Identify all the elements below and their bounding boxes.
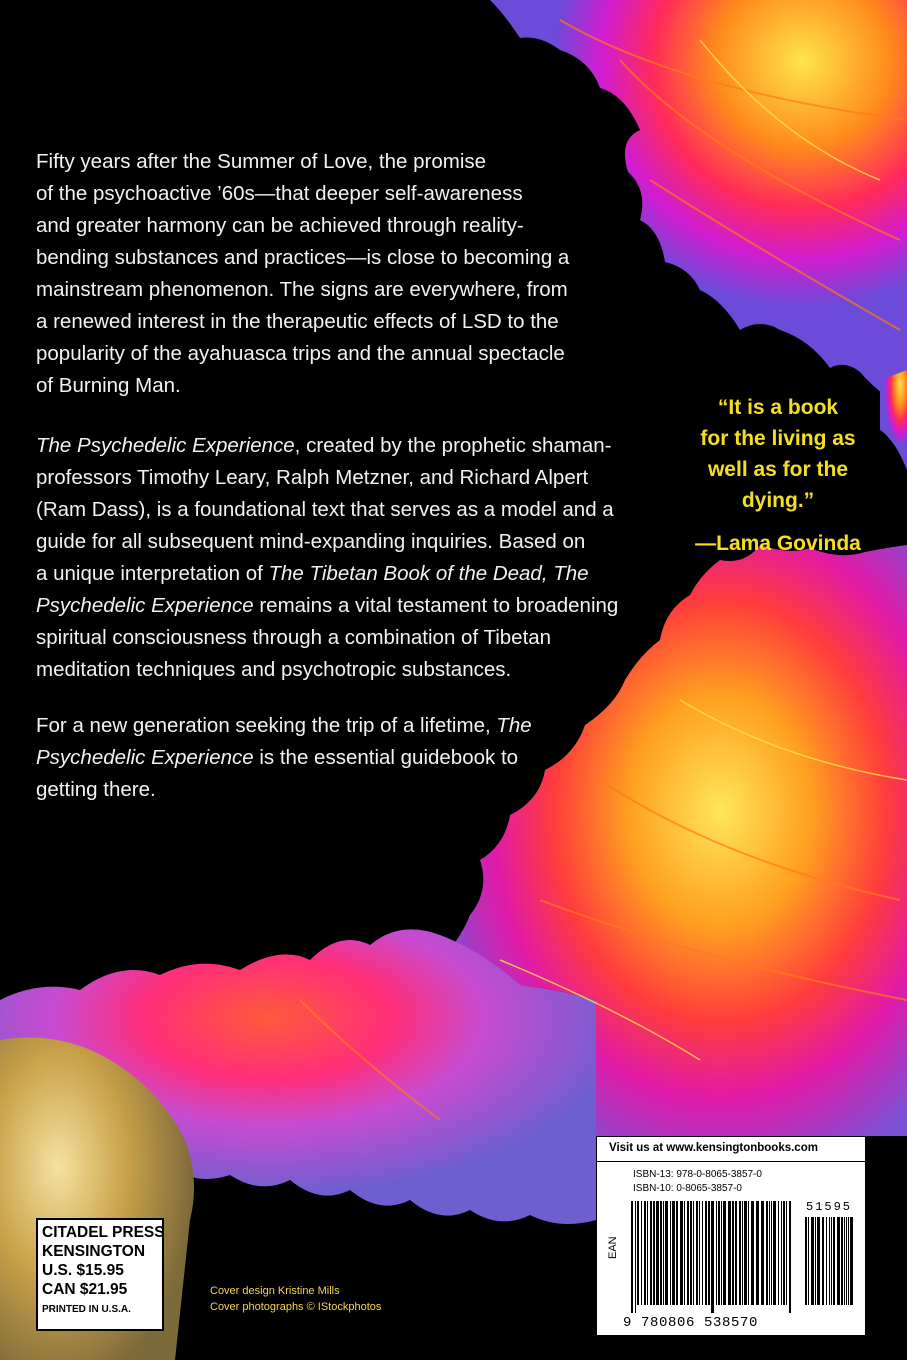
barcode-bar xyxy=(699,1201,700,1305)
barcode-bar xyxy=(739,1201,741,1305)
text-line: popularity of the ayahuasca trips and the annual spectacle xyxy=(36,342,565,365)
barcode-bar xyxy=(723,1201,726,1305)
barcode-bar xyxy=(702,1201,703,1305)
text-line xyxy=(36,430,618,462)
barcode-bar xyxy=(718,1201,720,1305)
barcode-panel xyxy=(596,1136,866,1336)
text-line xyxy=(36,558,618,590)
book-title-italic: The xyxy=(496,714,532,737)
book-title-italic: The Psychedelic Experience xyxy=(36,434,295,457)
can-price: CAN $21.95 xyxy=(42,1281,128,1298)
imprint-name: KENSINGTON xyxy=(42,1243,146,1260)
barcode-bar xyxy=(846,1217,847,1305)
barcode-bar xyxy=(817,1217,820,1305)
description-paragraph-2 xyxy=(36,430,618,686)
barcode-bar xyxy=(656,1201,659,1305)
isbn-13: ISBN-13: 978-0-8065-3857-0 xyxy=(633,1169,762,1180)
us-price: U.S. $15.95 xyxy=(42,1262,124,1279)
endorsement-quote xyxy=(660,392,896,516)
description-paragraph-3 xyxy=(36,710,532,806)
barcode-bar xyxy=(696,1201,698,1305)
text-segment: , created by the prophetic shaman- xyxy=(294,434,612,457)
barcode-bar xyxy=(631,1201,633,1313)
text-segment: For a new generation seeking the trip of a lifetime, xyxy=(36,714,497,737)
book-title-italic: The Tibetan Book of the Dead, The xyxy=(268,562,589,585)
text-line: bending substances and practices—is close to becoming a xyxy=(36,246,570,269)
cover-credits xyxy=(210,1283,381,1315)
barcode-bar xyxy=(786,1201,787,1305)
barcode-bar xyxy=(716,1201,717,1305)
barcode-bar xyxy=(684,1201,685,1305)
text-line xyxy=(36,742,532,774)
text-segment: is the essential guidebook to xyxy=(253,746,519,769)
publisher-name: CITADEL PRESS xyxy=(42,1224,165,1241)
barcode-bar xyxy=(672,1201,675,1305)
text-line: meditation techniques and psychotropic substances. xyxy=(36,658,512,681)
barcode-bar xyxy=(690,1201,692,1305)
barcode-bar xyxy=(635,1201,636,1313)
text-line xyxy=(36,590,618,622)
barcode-bar xyxy=(650,1201,652,1305)
barcode-bar xyxy=(833,1217,835,1305)
text-line: of the psychoactive ’60s—that deeper self-awareness xyxy=(36,182,523,205)
text-line: and greater harmony can be achieved through reality- xyxy=(36,214,524,237)
barcode-bar xyxy=(728,1201,731,1305)
barcode-bar xyxy=(769,1201,770,1305)
barcode-bar xyxy=(841,1217,843,1305)
barcode-bar xyxy=(676,1201,678,1305)
text-line: Fifty years after the Summer of Love, the promise xyxy=(36,150,487,173)
barcode-bar xyxy=(644,1201,646,1305)
barcode-bar xyxy=(721,1201,722,1305)
barcode-bar xyxy=(742,1201,743,1305)
photo-credit: Cover photographs © IStockphotos xyxy=(210,1301,382,1313)
barcode-bar xyxy=(670,1201,671,1305)
barcode-bar xyxy=(751,1201,754,1305)
barcode-bar xyxy=(837,1217,840,1305)
barcode-bar xyxy=(831,1217,832,1305)
ean-digits: 9 780806 538570 xyxy=(623,1315,759,1331)
quote-line: well as for the xyxy=(707,458,849,481)
text-line: mainstream phenomenon. The signs are everywhere, from xyxy=(36,278,568,301)
barcode-bar xyxy=(766,1201,768,1305)
divider xyxy=(597,1161,865,1162)
barcode-image xyxy=(625,1199,855,1319)
barcode-bar xyxy=(744,1201,747,1305)
quote-line: for the living as xyxy=(700,427,856,450)
barcode-bar xyxy=(773,1201,776,1305)
book-title-italic: Psychedelic Experience xyxy=(36,746,254,769)
ean-label: EAN xyxy=(607,1236,619,1259)
text-line: (Ram Dass), is a foundational text that serves as a model and a xyxy=(36,498,614,521)
text-line: of Burning Man. xyxy=(36,374,181,397)
text-line: a renewed interest in the therapeutic effects of LSD to the xyxy=(36,310,559,333)
text-line xyxy=(36,710,532,742)
barcode-bar xyxy=(848,1217,849,1305)
barcode-bar xyxy=(708,1201,710,1305)
barcode-bar xyxy=(637,1201,639,1305)
barcode-bar xyxy=(844,1217,845,1305)
barcode-bar xyxy=(663,1201,664,1305)
barcode-bar xyxy=(778,1201,779,1305)
barcode-bar xyxy=(680,1201,683,1305)
quote-line: dying.” xyxy=(741,489,815,512)
book-title-italic: Psychedelic Experience xyxy=(36,594,254,617)
barcode-bar xyxy=(783,1201,785,1305)
publisher-website: Visit us at www.kensingtonbooks.com xyxy=(609,1142,818,1154)
printed-in: PRINTED IN U.S.A. xyxy=(42,1304,131,1315)
text-line: getting there. xyxy=(36,778,156,801)
barcode-bar xyxy=(815,1217,816,1305)
barcode-bar xyxy=(850,1217,853,1305)
barcode-bar xyxy=(808,1217,809,1305)
price-box xyxy=(36,1218,164,1331)
barcode-bar xyxy=(660,1201,662,1305)
isbn-10: ISBN-10: 0-8065-3857-0 xyxy=(633,1183,742,1194)
barcode-bar xyxy=(693,1201,694,1305)
barcode-bar xyxy=(761,1201,764,1305)
barcode-bar xyxy=(811,1217,814,1305)
barcode-bar xyxy=(829,1217,830,1305)
barcode-bar xyxy=(748,1201,749,1305)
barcode-bar xyxy=(771,1201,772,1305)
barcode-bar xyxy=(805,1217,807,1305)
text-line: guide for all subsequent mind-expanding inquiries. Based on xyxy=(36,530,586,553)
barcode-bar xyxy=(687,1201,689,1305)
barcode-bar xyxy=(789,1201,791,1313)
quote-attribution: —Lama Govinda xyxy=(695,532,861,555)
barcode-bar xyxy=(711,1201,714,1313)
barcode-bar xyxy=(822,1217,824,1305)
price-code: 51595 xyxy=(806,1200,853,1214)
text-line: professors Timothy Leary, Ralph Metzner, and Richard Alpert xyxy=(36,466,589,489)
quote-line: “It is a book xyxy=(717,396,839,419)
barcode-bar xyxy=(732,1201,734,1305)
text-segment: a unique interpretation of xyxy=(36,562,269,585)
barcode-bar xyxy=(756,1201,759,1305)
text-line: spiritual consciousness through a combination of Tibetan xyxy=(36,626,552,649)
barcode-bar xyxy=(665,1201,668,1305)
barcode-bar xyxy=(653,1201,655,1305)
barcode-bar xyxy=(781,1201,782,1305)
design-credit: Cover design Kristine Mills xyxy=(210,1285,340,1297)
description-paragraph-1 xyxy=(36,146,569,402)
barcode-bar xyxy=(647,1201,648,1305)
barcode-bar xyxy=(735,1201,737,1305)
barcode-bar xyxy=(826,1217,827,1305)
barcode-bar xyxy=(641,1201,642,1305)
barcode-bar xyxy=(705,1201,707,1305)
text-segment: remains a vital testament to broadening xyxy=(253,594,619,617)
